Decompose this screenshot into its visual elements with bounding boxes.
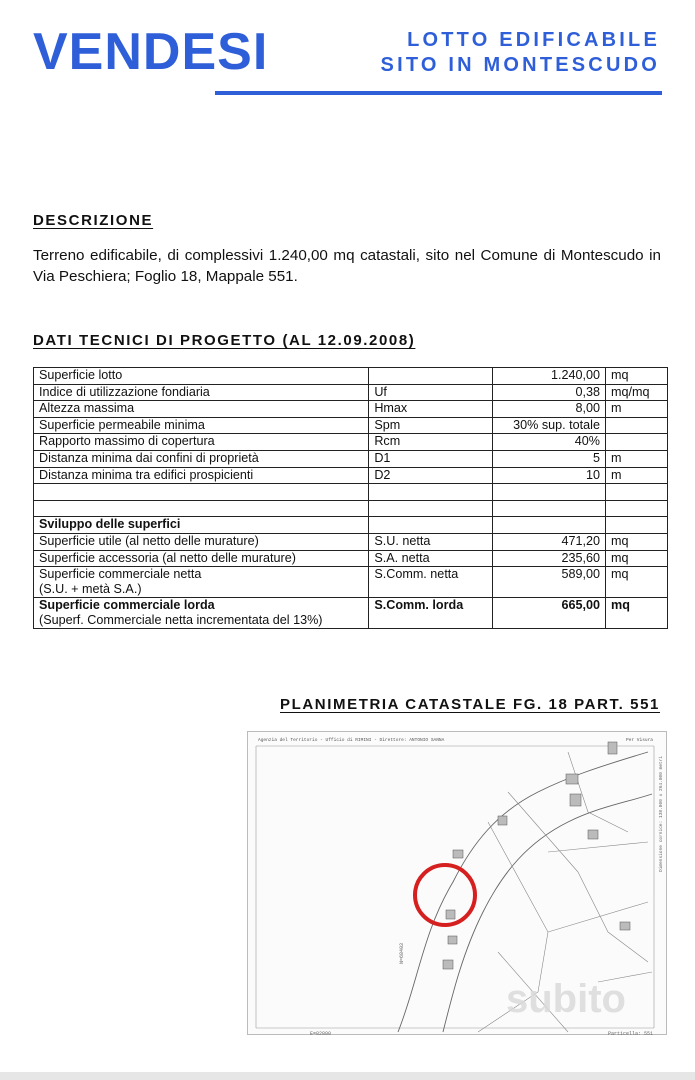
- table-row: [34, 434, 668, 451]
- building-footprint: [588, 830, 598, 839]
- building-footprint: [498, 816, 507, 825]
- row-label-main: Superficie commerciale lorda: [39, 598, 215, 613]
- row-unit: m: [606, 450, 668, 467]
- row-label-main: Superficie commerciale netta: [39, 567, 202, 582]
- row-value: 235,60: [493, 550, 606, 567]
- row-code: D1: [369, 450, 493, 467]
- row-value: 10: [493, 467, 606, 484]
- row-unit: mq: [606, 567, 668, 598]
- row-code: S.U. netta: [369, 533, 493, 550]
- subheadline-line-2: SITO IN MONTESCUDO: [380, 54, 660, 76]
- row-label: Distanza minima dai confini di proprietà: [34, 450, 369, 467]
- technical-title: DATI TECNICI DI PROGETTO (AL 12.09.2008): [33, 332, 416, 349]
- technical-data-table: [33, 367, 668, 629]
- map-corner-label: Per Visura: [626, 738, 654, 743]
- parcel-highlight-circle: [415, 865, 475, 925]
- row-code: D2: [369, 467, 493, 484]
- row-code: Hmax: [369, 401, 493, 418]
- row-code: Spm: [369, 417, 493, 434]
- description-text: Terreno edificabile, di complessivi 1.240,00 mq catastali, sito nel Comune di Montescudo in Via Peschiera; Foglio 18, Mappale 551.: [33, 247, 661, 285]
- map-scale-text: Dimensione cornice: 138.000 x 264.000 metri: [659, 755, 664, 872]
- map-coord-bottom: E=82800: [310, 1031, 332, 1036]
- header-rule: [215, 91, 662, 95]
- building-footprint: [570, 794, 581, 806]
- table-row: [34, 567, 668, 598]
- row-unit: mq: [606, 550, 668, 567]
- row-label: [34, 567, 369, 598]
- parcel-boundary: [578, 872, 648, 962]
- map-title: PLANIMETRIA CATASTALE FG. 18 PART. 551: [280, 696, 660, 713]
- row-unit: mq: [606, 368, 668, 385]
- row-label-note: (Superf. Commerciale netta incrementata del 13%): [39, 613, 323, 628]
- row-code: [369, 368, 493, 385]
- map-coord-left: N=68403: [399, 942, 405, 964]
- row-value: 1.240,00: [493, 368, 606, 385]
- table-row-empty: [34, 484, 668, 501]
- table-row: [34, 467, 668, 484]
- building-footprint: [453, 850, 463, 858]
- row-unit: m: [606, 401, 668, 418]
- row-code: Uf: [369, 384, 493, 401]
- table-row: [34, 368, 668, 385]
- row-label: [34, 598, 369, 629]
- map-particella-label: Particella: 551: [608, 1031, 654, 1036]
- row-label: Distanza minima tra edifici prospicienti: [34, 467, 369, 484]
- row-label: Indice di utilizzazione fondiaria: [34, 384, 369, 401]
- building-footprint: [620, 922, 630, 930]
- row-value: 8,00: [493, 401, 606, 418]
- cadastral-map: [247, 731, 667, 1035]
- row-unit: [606, 417, 668, 434]
- subheadline-line-1: LOTTO EDIFICABILE: [407, 29, 660, 51]
- row-value: 5: [493, 450, 606, 467]
- row-label: Superficie accessoria (al netto delle murature): [34, 550, 369, 567]
- section-heading-label: Sviluppo delle superfici: [34, 517, 369, 534]
- table-section-heading: [34, 517, 668, 534]
- row-value: 665,00: [493, 598, 606, 629]
- building-footprint: [608, 742, 617, 754]
- parcel-boundary: [548, 842, 648, 852]
- table-row-total: [34, 598, 668, 629]
- row-code: S.Comm. netta: [369, 567, 493, 598]
- row-value: 40%: [493, 434, 606, 451]
- row-label: Superficie lotto: [34, 368, 369, 385]
- watermark-logo: subito: [506, 977, 626, 1021]
- row-unit: mq: [606, 598, 668, 629]
- cadastral-map-drawing: [248, 732, 668, 1036]
- row-code: Rcm: [369, 434, 493, 451]
- building-footprint: [443, 960, 453, 969]
- row-value: 589,00: [493, 567, 606, 598]
- row-label: Altezza massima: [34, 401, 369, 418]
- table-row: [34, 384, 668, 401]
- table-row: [34, 401, 668, 418]
- building-footprint: [448, 936, 457, 944]
- row-value: 30% sup. totale: [493, 417, 606, 434]
- row-label: Rapporto massimo di copertura: [34, 434, 369, 451]
- row-unit: m: [606, 467, 668, 484]
- row-unit: mq: [606, 533, 668, 550]
- map-header-text: Agenzia del Territorio - Ufficio di RIMINI - Direttore: ANTONIO SANNA: [258, 738, 445, 743]
- description-title: DESCRIZIONE: [33, 212, 154, 229]
- table-row: [34, 550, 668, 567]
- row-label-note: (S.U. + metà S.A.): [39, 582, 142, 597]
- parcel-boundary: [508, 792, 578, 872]
- table-row-empty: [34, 500, 668, 517]
- parcel-boundary: [568, 752, 628, 832]
- row-label: Superficie utile (al netto delle murature): [34, 533, 369, 550]
- building-footprint: [446, 910, 455, 919]
- parcel-boundary: [548, 902, 648, 932]
- row-unit: [606, 434, 668, 451]
- table-row: [34, 417, 668, 434]
- row-code: S.Comm. lorda: [369, 598, 493, 629]
- table-row: [34, 533, 668, 550]
- bottom-bar: [0, 1072, 695, 1080]
- headline: VENDESI: [33, 23, 269, 81]
- table-row: [34, 450, 668, 467]
- row-value: 0,38: [493, 384, 606, 401]
- row-code: S.A. netta: [369, 550, 493, 567]
- row-value: 471,20: [493, 533, 606, 550]
- row-unit: mq/mq: [606, 384, 668, 401]
- building-footprint: [566, 774, 578, 784]
- row-label: Superficie permeabile minima: [34, 417, 369, 434]
